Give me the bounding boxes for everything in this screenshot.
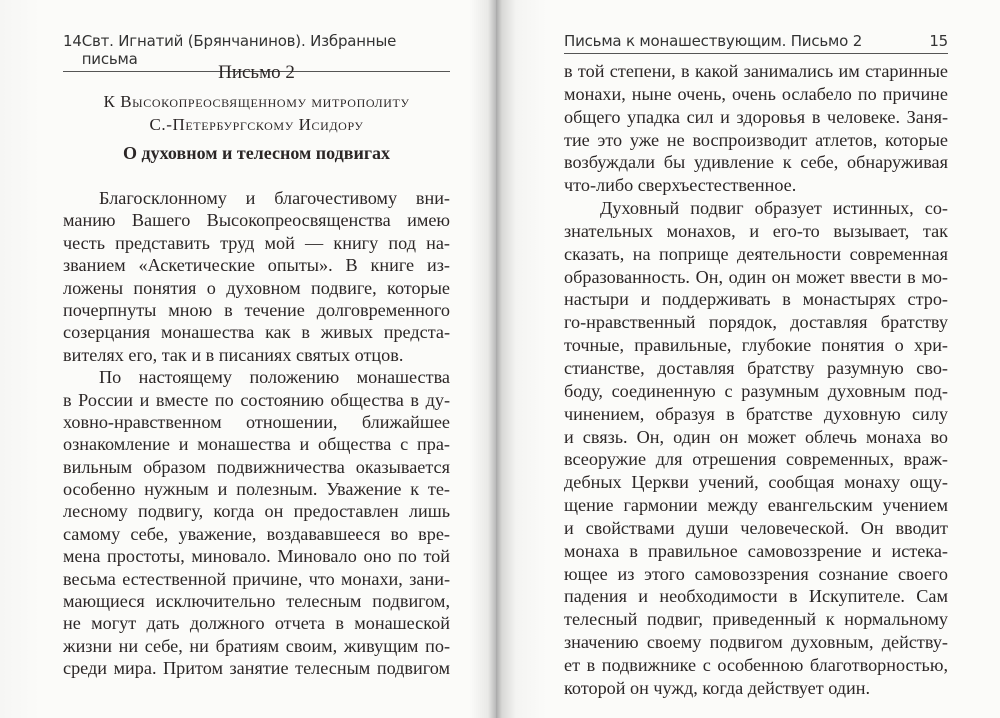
text-line: го-нравственный порядок, доставляя братству: [564, 312, 948, 333]
text-line: падения и необходимости в Искупителе. Сам: [564, 586, 948, 607]
text-line: точные, правильные, глубокие понятия о хри-: [564, 335, 948, 356]
text-line: созерцания монашества как в живых предста-: [63, 322, 450, 343]
paragraph: [63, 187, 450, 366]
text-line: ющее из этого самовоззрения сознание своего: [564, 563, 948, 584]
text-line: и свойствами души человеческой. Он вводит: [564, 517, 948, 538]
text-line: среди мира. Притом занятие телесным подвигом: [63, 658, 450, 679]
addressee-line: К Высокопреосвященному митрополиту: [103, 92, 410, 111]
page-number: 14: [63, 32, 82, 50]
text-line: лесному подвигу, когда он предоставлен лишь: [63, 501, 450, 522]
text-line: чинением, образуя в братстве духовную силу: [564, 403, 948, 424]
text-line: почерпнуты мною в течение долговременного: [63, 299, 450, 320]
body-text: [63, 187, 450, 680]
text-line: возбуждали бы удивление к себе, обнаруживая: [564, 152, 948, 173]
text-line: ет в подвижнике с особенною благотворностью,: [564, 654, 948, 675]
text-line: всеоружие для отрешения современных, враж-: [564, 449, 948, 470]
running-header: [564, 32, 948, 54]
text-line: образованность. Он, один он может ввести в мо-: [564, 266, 948, 287]
paragraph: [564, 60, 948, 197]
text-line: не могут дать должного отчета в монашеской: [63, 613, 450, 634]
addressee-line: С.-Петербургскому Исидору: [149, 115, 364, 134]
running-head-title: Свт. Игнатий (Брянчанинов). Избранные письма: [81, 32, 397, 68]
text-line: званием «Аскетические опыты». В книге из-: [63, 255, 450, 276]
text-line: и связь. Он, один он может облечь монаха во: [564, 426, 948, 447]
text-line: которой он чужд, когда действует один.: [564, 677, 871, 698]
text-line: значению своему подвигом духовным, действу-: [564, 632, 948, 653]
text-line: честь представить труд мой — книгу под на-: [63, 232, 450, 253]
text-line: ложены понятия о духовном подвиге, которые: [63, 277, 450, 298]
running-head-title: Письма к монашествующим. Письмо 2: [564, 32, 863, 50]
text-line: вителях его, так и в писаниях святых отцов.: [63, 344, 404, 365]
text-line: Благосклонному и благочестивому вни-: [99, 188, 450, 208]
text-line: стианстве, доставляя братству разумную сво-: [564, 357, 948, 378]
page-number: 15: [929, 32, 948, 50]
text-line: тие это уже не воспроизводит атлетов, которые: [564, 129, 948, 150]
text-line: мающиеся исключительно телесным подвигом,: [63, 591, 450, 612]
text-line: общего упадка сил и здоровья в человеке. Заня-: [564, 106, 948, 127]
text-line: сказать, на поприще деятельности современная: [564, 243, 948, 264]
text-line: жизни ни себе, ни братиям своим, живущим по-: [63, 635, 450, 656]
text-line: в той степени, в какой занимались им старинные: [564, 61, 948, 81]
text-line: самому себе, уважение, воздававшееся во вре-: [63, 523, 450, 544]
text-line: боду, соединенную с разумным духовным под-: [564, 380, 948, 401]
letter-title: Письмо 2: [218, 62, 295, 83]
text-line: По настоящему положению монашества: [99, 367, 450, 388]
text-line: мена простоты, миновало. Миновало оно по той: [63, 546, 450, 567]
text-line: телесный подвиг, приведенный к нормальному: [564, 609, 948, 630]
right-page: [496, 0, 1000, 718]
text-line: дебных Церкви учений, сообщая монаху ощу-: [564, 472, 948, 493]
text-line: ознакомление и монашества и общества с пра-: [63, 434, 450, 455]
text-line: щение гармонии между евангельским учением: [564, 495, 948, 516]
addressee: [63, 90, 450, 136]
text-line: вильным образом подвижничества оказывается: [63, 456, 450, 477]
text-line: монахи, ныне очень, очень ослабело по причине: [564, 83, 948, 104]
text-line: настыри и поддерживать в монастырях стро-: [564, 289, 948, 310]
left-page: [0, 0, 496, 718]
text-line: весьма естественной причине, что монахи, зани-: [63, 568, 450, 589]
text-line: манию Вашего Высокопреосвященства имею: [63, 210, 450, 231]
text-line: Духовный подвиг образует истинных, со-: [600, 198, 948, 219]
text-line: в России и вместе по состоянию общества в ду-: [63, 389, 450, 410]
text-line: особенно нужным и полезным. Уважение к те-: [63, 479, 450, 500]
text-line: что-либо сверхъестественное.: [564, 175, 797, 196]
text-line: знательных монахов, и его-то вызывает, так: [564, 220, 948, 241]
paragraph: [63, 366, 450, 679]
paragraph: [564, 197, 948, 700]
letter-subject: О духовном и телесном подвигах: [123, 143, 390, 163]
text-line: ховно-нравственном отношении, ближайшее: [63, 411, 450, 432]
body-text: [564, 60, 948, 700]
text-line: монаха в правильное самовоззрение и истека-: [564, 540, 948, 561]
